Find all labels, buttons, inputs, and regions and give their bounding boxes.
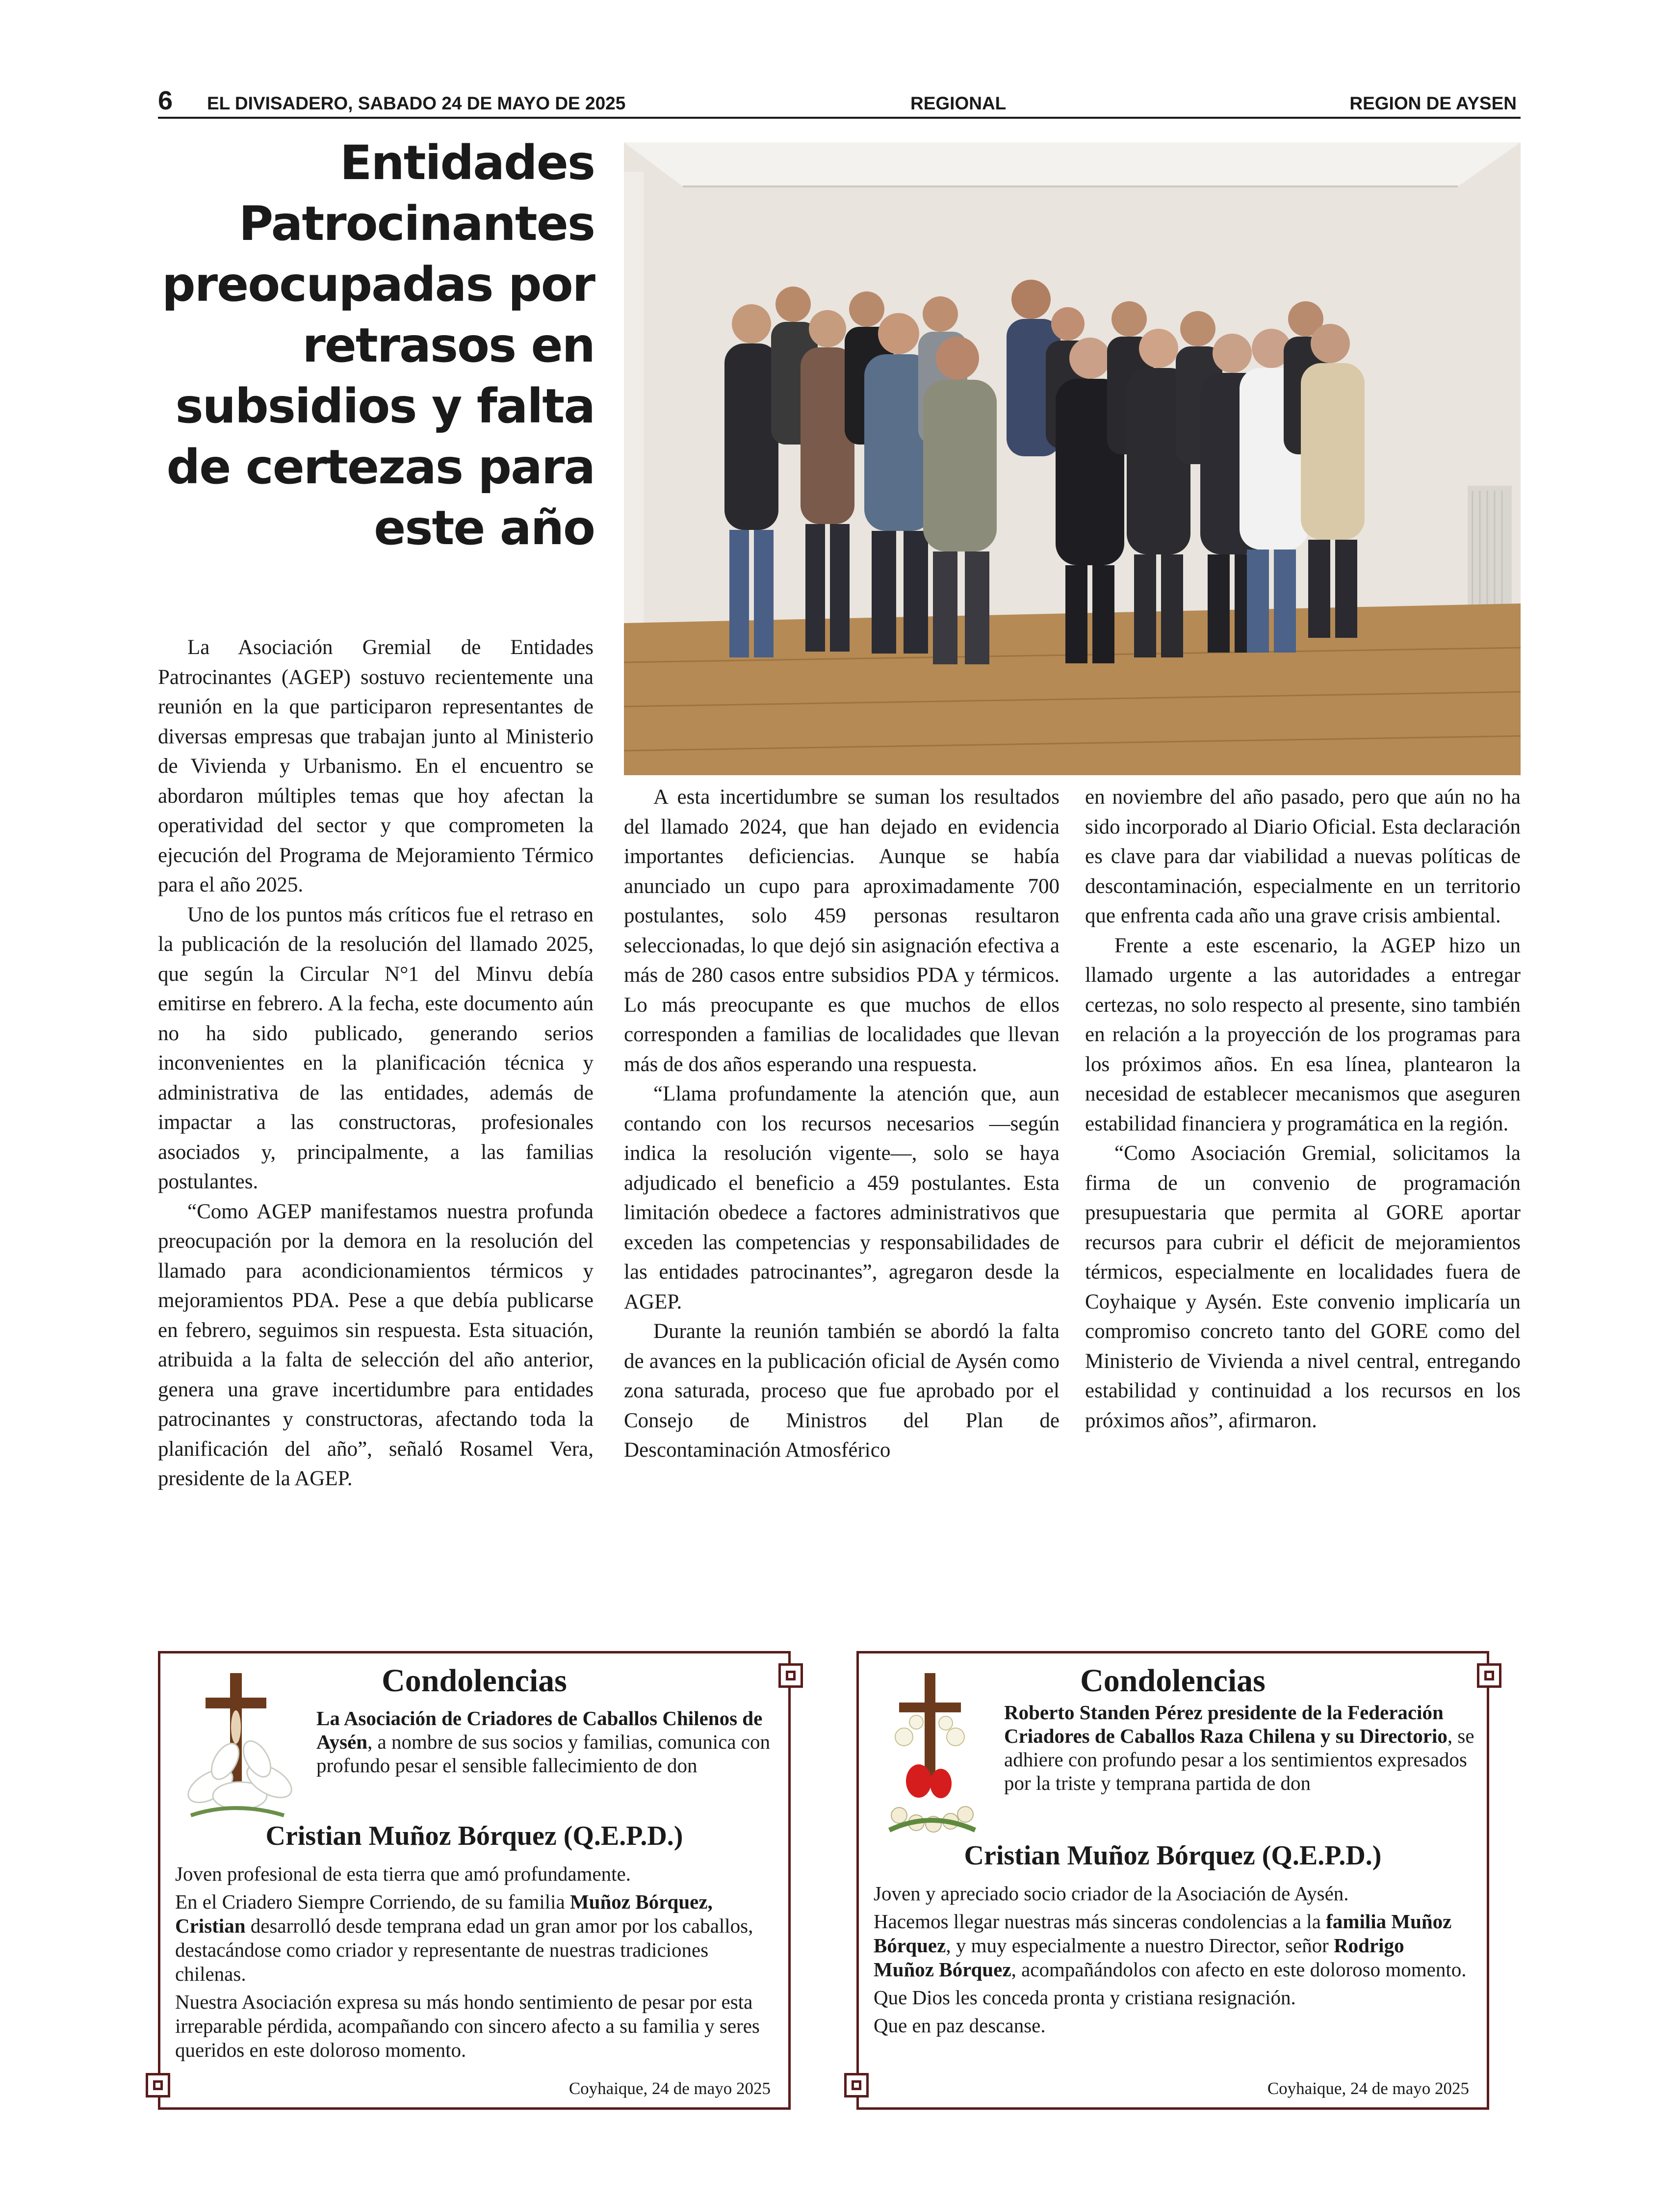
condolence-body [175,1862,771,2066]
group-photo [624,142,1521,775]
article-headline: Entidades Patrocinantes preocupadas por retrasos en subsidios y falta de certezas para este año [162,135,594,555]
frame-corner-ornament [146,2073,170,2097]
sender-name: La Asociación de Criadores de Caballos Chilenos de Aysén [316,1707,763,1753]
text-span: , acompañándolos con afecto en este doloroso momento. [1011,1958,1467,1981]
condolence-paragraph [874,1910,1469,1982]
condolence-paragraph: Joven y apreciado socio criador de la Asociación de Aysén. [874,1882,1349,1905]
text-span: Hacemos llegar nuestras más sinceras condolencias a la [874,1910,1326,1933]
newspaper-dateline: EL DIVISADERO, SABADO 24 DE MAYO DE 2025 [207,93,626,113]
article-paragraph: A esta incertidumbre se suman los resultados del llamado 2024, que han dejado en evidencia importantes deficiencias. Aunque se había anunciado un cupo para aproximadamente 700 postulantes, solo 459 personas resultaron seleccionadas, lo que dejó sin asignación efectiva a más de 280 casos entre subsidios PDA y térmicos. Lo más preocupante es que muchos de ellos corresponden a familias de localidades que llevan más de dos años esperando una respuesta. [624,786,1060,1076]
cross-lily-icon [171,1668,304,1830]
page-number: 6 [158,86,173,115]
condolence-title: Condolencias [1080,1663,1266,1699]
condolence-title: Condolencias [382,1663,567,1699]
condolence-notice-1 [158,1651,791,2110]
text-span: desarrolló desde temprana edad un gran amor por los caballos, destacándose como criador y representante de nuestras tradiciones chilenas. [175,1914,753,1985]
article-paragraph: “Como Asociación Gremial, solicitamos la firma de un convenio de programación presupuestaria que permita al GORE aportar recursos para cubrir el déficit de mejoramientos térmicos, especialmente en localidades fuera de Coyhaique y Aysén. Este convenio implicaría un compromiso concreto tanto del GORE como del Ministerio de Vivienda a nivel central, entregando estabilidad y continuidad a los recursos en los próximos años”, afirmaron. [1085,1142,1521,1432]
condolence-intro [1004,1701,1475,1795]
frame-corner-ornament [844,2073,869,2097]
sender-name: Roberto Standen Pérez presidente de la Federación Criadores de Caballos Raza Chilena y su Directorio [1004,1701,1447,1747]
article-column-3 [1085,783,1521,1436]
article-paragraph: Uno de los puntos más críticos fue el retraso en la publicación de la resolución del llamado 2025, que según la Circular N°1 del Minvu debía emitirse en febrero. A la fecha, este documento aún no ha sido publicado, generando serios inconvenientes en la planificación técnica y administrativa de las entidades, además de impactar a las constructoras, profesionales asociados y, principalmente, a las familias postulantes. [158,903,594,1193]
section-label: REGIONAL [910,93,1007,113]
region-label: REGION DE AYSEN [1349,93,1517,113]
condolence-paragraph: Que Dios les conceda pronta y cristiana resignación. [874,1986,1296,2009]
condolence-intro [316,1706,773,1777]
condolence-notice-2 [856,1651,1489,2110]
condolence-body [874,1882,1469,2042]
article-paragraph: “Como AGEP manifestamos nuestra profunda preocupación por la demora en la resolución del llamado para acondicionamientos térmicos y mejoramientos PDA. Pese a que debía publicarse en febrero, seguimos sin respuesta. Esta situación, atribuida a la falta de selección del año anterior, genera una grave incertidumbre para entidades patrocinantes y constructoras, afectando toda la planificación del año”, señaló Rosamel Vera, presidente de la AGEP. [158,1200,594,1490]
condolence-date: Coyhaique, 24 de mayo 2025 [1267,2079,1469,2098]
condolence-paragraph [175,1890,771,1986]
bold-name: familia Muñoz Bórquez [874,1910,1452,1957]
article-paragraph: “Llama profundamente la atención que, aun contando con los recursos necesarios —según indica la resolución vigente—, solo se haya adjudicado el beneficio a 459 postulantes. Esta limitación obedece a factores administrativos que exceden las competencias y responsabilidades de las entidades patrocinantes”, agregaron desde la AGEP. [624,1082,1060,1313]
text-span: , y muy especialmente a nuestro Director, señor [946,1934,1334,1957]
cross-wreath-icon [870,1668,992,1845]
intro-text: , se adhiere con profundo pesar a los sentimientos expresados por la triste y temprana partida de don [1004,1725,1474,1794]
article-paragraph-continued: en noviembre del año pasado, pero que aún no ha sido incorporado al Diario Oficial. Esta declaración es clave para dar viabilidad a nuevas políticas de descontaminación, especialmente en un territorio que enfrenta cada año una grave crisis ambiental. [1085,786,1521,927]
article-paragraph: Durante la reunión también se abordó la falta de avances en la publicación oficial de Aysén como zona saturada, proceso que fue aprobado por el Consejo de Ministros del Plan de Descontaminación Atmosférico [624,1320,1060,1462]
intro-text: , a nombre de sus socios y familias, comunica con profundo pesar el sensible fallecimiento de don [316,1730,770,1777]
text-span: En el Criadero Siempre Corriendo, de su familia [175,1890,570,1913]
bold-name: Rodrigo Muñoz Bórquez [874,1934,1404,1981]
page-header [158,83,1521,119]
condolence-paragraph: Que en paz descanse. [874,2014,1046,2037]
deceased-name: Cristian Muñoz Bórquez (Q.E.P.D.) [265,1821,683,1851]
deceased-name: Cristian Muñoz Bórquez (Q.E.P.D.) [964,1840,1382,1871]
article-column-1 [158,633,594,1494]
condolence-date: Coyhaique, 24 de mayo 2025 [569,2079,771,2098]
article-paragraph: Frente a este escenario, la AGEP hizo un llamado urgente a las autoridades a entregar certezas, no solo respecto al presente, sino también en relación a la proyección de los programas para los próximos años. En esa línea, plantearon la necesidad de establecer mecanismos que aseguren estabilidad financiera y programática en la región. [1085,934,1521,1135]
article-column-2 [624,783,1060,1466]
condolence-paragraph: Joven profesional de esta tierra que amó profundamente. [175,1862,631,1885]
article-paragraph: La Asociación Gremial de Entidades Patrocinantes (AGEP) sostuvo recientemente una reunión en la que participaron representantes de diversas empresas que trabajan junto al Ministerio de Vivienda y Urbanismo. En el encuentro se abordaron múltiples temas que hoy afectan la operatividad del sector y que comprometen la ejecución del Programa de Mejoramiento Térmico para el año 2025. [158,636,594,896]
bold-name: Muñoz Bórquez, Cristian [175,1890,713,1937]
condolence-paragraph: Nuestra Asociación expresa su más hondo sentimiento de pesar por esta irreparable pérdida, acompañando con sincero afecto a su familia y seres queridos en este doloroso momento. [175,1991,760,2061]
